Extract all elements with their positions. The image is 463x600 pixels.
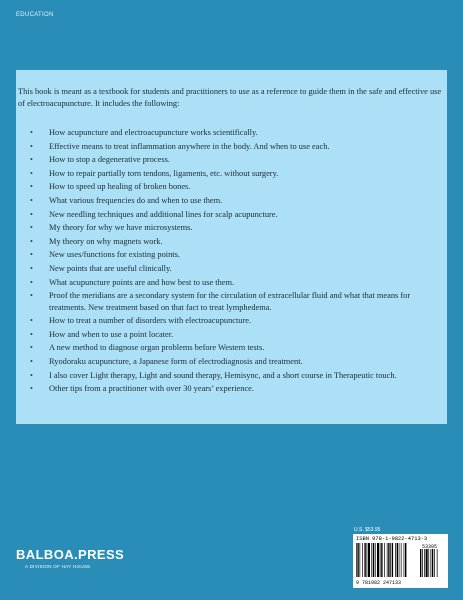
list-item-text: How to repair partially torn tendons, ligaments, etc. without surgery. bbox=[49, 168, 279, 178]
list-item-text: Proof the meridians are a secondary system for the circulation of extracellular fluid and what that means for treatments. New treatment based on that fact to treat lymphedema. bbox=[49, 291, 411, 312]
bullet-icon: • bbox=[30, 316, 33, 326]
barcode-bar bbox=[404, 543, 405, 577]
barcode-bar bbox=[368, 543, 370, 577]
list-item-text: My theory for why we have microsystems. bbox=[49, 223, 193, 233]
barcode-bar bbox=[428, 549, 429, 577]
bullet-icon: • bbox=[30, 277, 33, 287]
list-item-text: My theory on why magnets work. bbox=[49, 236, 163, 246]
bullet-icon: • bbox=[30, 141, 33, 151]
bullet-icon: • bbox=[30, 329, 33, 339]
bullet-icon: • bbox=[30, 263, 33, 273]
barcode-bar bbox=[360, 543, 361, 577]
barcode-box bbox=[353, 534, 448, 588]
barcode-bar bbox=[392, 543, 393, 577]
bullet-icon: • bbox=[30, 236, 33, 246]
bullet-icon: • bbox=[30, 250, 33, 260]
publisher-logo: BALBOA.PRESS bbox=[16, 547, 125, 562]
barcode-bar bbox=[395, 543, 396, 577]
list-item bbox=[30, 329, 444, 341]
bullet-icon: • bbox=[30, 384, 33, 394]
barcode-bar bbox=[375, 543, 376, 577]
list-item bbox=[30, 209, 444, 221]
list-item-text: A new method to diagnose organ problems before Western tests. bbox=[49, 343, 265, 353]
bullet-icon: • bbox=[30, 343, 33, 353]
barcode-bar bbox=[401, 543, 402, 577]
list-item-text: Other tips from a practitioner with over 30 years’ experience. bbox=[49, 384, 254, 394]
list-item-text: What various frequencies do and when to use them. bbox=[49, 195, 223, 205]
list-item bbox=[30, 236, 444, 248]
barcode-bar bbox=[387, 543, 388, 577]
barcode-bar bbox=[381, 543, 382, 577]
list-item bbox=[30, 383, 444, 395]
publisher-tagline: A DIVISION OF HAY HOUSE bbox=[25, 564, 91, 569]
list-item-text: How to speed up healing of broken bones. bbox=[49, 182, 191, 192]
category-label: EDUCATION bbox=[16, 12, 54, 18]
bullet-icon: • bbox=[30, 291, 33, 301]
bullet-icon: • bbox=[30, 370, 33, 380]
list-item-text: Ryodoraku acupuncture, a Japanese form of electrodiagnosis and treatment. bbox=[49, 357, 303, 366]
barcode-bar bbox=[422, 549, 423, 577]
barcode-bar bbox=[380, 543, 381, 577]
barcode-bar bbox=[431, 549, 432, 577]
list-item bbox=[30, 263, 444, 275]
list-item bbox=[30, 277, 444, 289]
feature-list bbox=[30, 127, 444, 397]
barcode-bar bbox=[356, 543, 357, 577]
list-item-text: New uses/functions for existing points. bbox=[49, 250, 180, 260]
list-item-text: How to treat a number of disorders with electroacupuncture. bbox=[49, 316, 252, 326]
bullet-icon: • bbox=[30, 357, 33, 366]
list-item bbox=[30, 356, 444, 368]
barcode-bar bbox=[367, 543, 368, 577]
list-item-text: What acupuncture points are and how best to use them. bbox=[49, 277, 235, 287]
bullet-icon: • bbox=[30, 155, 33, 165]
barcode-bar bbox=[397, 543, 398, 577]
barcode-bar bbox=[384, 543, 385, 577]
barcode-bar bbox=[399, 543, 400, 577]
bullet-icon: • bbox=[30, 168, 33, 178]
list-item bbox=[30, 181, 444, 193]
barcode-bar bbox=[388, 543, 389, 577]
barcode-addon-digits: 53395 bbox=[422, 544, 438, 550]
list-item bbox=[30, 342, 444, 354]
barcode-bar bbox=[426, 549, 428, 577]
barcode-bar bbox=[434, 549, 435, 577]
barcode-icon bbox=[356, 543, 445, 579]
barcode-bar bbox=[390, 543, 391, 577]
bullet-icon: • bbox=[30, 128, 33, 137]
isbn-text bbox=[356, 536, 427, 542]
list-item bbox=[30, 249, 444, 261]
barcode-bar bbox=[364, 543, 365, 577]
price-label: U.S. $53.95 bbox=[354, 527, 381, 533]
list-item bbox=[30, 195, 444, 207]
barcode-bar bbox=[432, 549, 433, 577]
intro-paragraph: This book is meant as a textbook for students and practitioners to use as a reference to guide them in the safe and effective use of electroacupuncture. It includes the following: bbox=[18, 87, 442, 108]
list-item-text: New points that are useful clinically. bbox=[49, 263, 172, 273]
barcode-bar bbox=[420, 549, 421, 577]
list-item-text: Effective means to treat inflammation anywhere in the body. And when to use each. bbox=[49, 141, 330, 151]
list-item bbox=[30, 141, 444, 153]
list-item bbox=[30, 154, 444, 166]
list-item bbox=[30, 315, 444, 327]
barcode-digits: 9 781982 247133 bbox=[356, 580, 402, 586]
barcode-bar bbox=[437, 549, 438, 577]
list-item-text: How acupuncture and electroacupuncture works scientifically. bbox=[49, 128, 258, 137]
barcode-bar bbox=[371, 543, 372, 577]
barcode-bar bbox=[377, 543, 379, 577]
list-item-text: New needling techniques and additional lines for scalp acupuncture. bbox=[49, 209, 278, 219]
list-item bbox=[30, 290, 444, 313]
list-item bbox=[30, 370, 444, 382]
barcode-bar bbox=[424, 549, 425, 577]
bullet-icon: • bbox=[30, 209, 33, 219]
list-item-text: I also cover Light therapy, Light and sound therapy, Hemisync, and a short course in Therapeutic touch. bbox=[49, 370, 397, 380]
list-item bbox=[30, 127, 444, 139]
bullet-icon: • bbox=[30, 195, 33, 205]
barcode-bar bbox=[405, 543, 406, 577]
list-item bbox=[30, 222, 444, 234]
isbn-number: ISBN 978-1-9822-4713-3 bbox=[356, 536, 428, 542]
barcode-bar bbox=[362, 543, 363, 577]
barcode-bar bbox=[373, 543, 374, 577]
barcode-bar bbox=[357, 543, 358, 577]
bullet-icon: • bbox=[30, 182, 33, 192]
list-item bbox=[30, 168, 444, 180]
bullet-icon: • bbox=[30, 223, 33, 233]
list-item-text: How and when to use a point locater. bbox=[49, 329, 174, 339]
list-item-text: How to stop a degenerative process. bbox=[49, 155, 170, 165]
